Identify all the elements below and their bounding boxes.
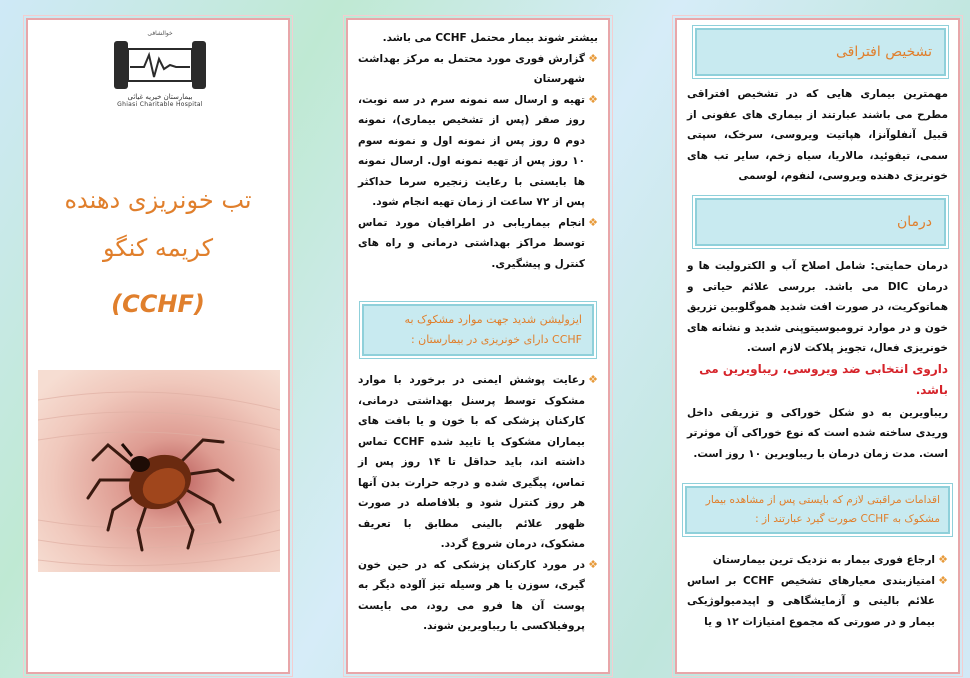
tick-photo: [38, 370, 280, 572]
cover-title-line2: کریمه کنگو: [102, 234, 214, 262]
care-measures-callout: اقدامات مراقبتی لازم که بایستی پس از مشاهده بیمار مشکوک به CCHF صورت گیرد عبارتند از :: [685, 486, 950, 534]
isolation-callout: ایزولیشن شدید جهت موارد مشکوک به CCHF دارای خونریزی در بیمارستان :: [362, 304, 594, 356]
diamond-bullet-icon: ❖: [588, 92, 598, 106]
cover-title-abbr: (CCHF): [111, 290, 205, 318]
list-item: ❖ در مورد کارکنان پزشکی که در حین خون گیری، سوزن یا هر وسیله تیز آلوده دیگر به پوست آن ها فرو می رود، می بایست پروفیلاکسی با ریباویرین شوند.: [358, 555, 598, 637]
list-item: ❖ گزارش فوری مورد محتمل به مرکز بهداشت شهرستان: [358, 49, 598, 90]
bullet-list-2: [358, 370, 598, 637]
list-item: ❖ امتیازبندی معیارهای تشخیص CCHF بر اساس علائم بالینی و آزمایشگاهی و اپیدمیولوژیکی بیمار و در صورتی که مجموع امتیازات ۱۲ و یا: [687, 571, 948, 633]
care-bullet-list: [687, 550, 948, 632]
bullet-list: [358, 49, 598, 275]
logo-name-fa: بیمارستان خیریه غیاثی: [127, 93, 193, 101]
logo-name-en: Ghiasi Charitable Hospital: [117, 101, 203, 108]
treatment-heading: درمان: [695, 198, 946, 246]
cover-title-line1: تب خونریزی دهنده: [64, 186, 252, 214]
diamond-bullet-icon: ❖: [938, 553, 948, 566]
cover-panel: [26, 18, 290, 674]
diamond-bullet-icon: ❖: [588, 51, 598, 65]
diamond-bullet-icon: ❖: [588, 557, 598, 571]
tick-photo-icon: [38, 370, 280, 572]
hospital-logo-icon: [112, 39, 208, 91]
list-item: ❖ ارجاع فوری بیمار به نزدیک ترین بیمارستان: [687, 550, 948, 571]
diamond-bullet-icon: ❖: [588, 373, 598, 386]
logo-top-text: خوالشافی: [147, 30, 173, 37]
right-panel: [675, 18, 960, 674]
hospital-logo: [105, 30, 215, 108]
intro-text: بیشتر شوند بیمار محتمل CCHF می باشد.: [382, 32, 598, 44]
diamond-bullet-icon: ❖: [938, 573, 948, 587]
list-item: ❖ تهیه و ارسال سه نمونه سرم در سه نوبت، روز صفر (پس از تشخیص بیماری)، نمونه دوم ۵ روز پس از نمونه اول و نمونه سوم ۱۰ روز پس از تهیه نمونه اول. ارسال نمونه ها بایستی با رعایت زنجیره سرما حداکثر پس از ۷۲ ساعت از زمان تهیه انجام شود.: [358, 90, 598, 213]
diamond-bullet-icon: ❖: [588, 215, 598, 229]
list-item: ❖ رعایت پوشش ایمنی در برخورد با موارد مشکوک توسط پرسنل بهداشتی درمانی، کارکنان پزشکی که با خون و یا بافت های بیماران مشکوک یا تایید شده CCHF تماس داشته اند، باید حداقل تا ۱۴ روز پس از تماس، پیگیری شده و درجه حرارت بدن آنها هر روز کنترل شود و بلافاصله در صورت ظهور علائم بالینی مطابق با تعریف مشکوک، درمان شروع گردد.: [358, 370, 598, 555]
differential-diagnosis-heading: تشخیص افتراقی: [695, 28, 946, 76]
treatment-text: درمان حمایتی: شامل اصلاح آب و الکترولیت ها و درمان DIC می باشد. بررسی علائم حیاتی و هماتوکریت، در صورت افت شدید هموگلوبین تزریق خون و در موارد ترومبوسیتوپنی شدید و نشانه های خونریزی فعال، تجویز پلاکت لازم است.: [687, 260, 949, 354]
list-item: ❖ انجام بیماریابی در اطرافیان مورد تماس توسط مراکز بهداشتی درمانی و راه های کنترل و پیشگیری.: [358, 213, 598, 275]
antiviral-highlight: داروی انتخابی ضد ویروسی، ریباویرین می باشد.: [699, 361, 948, 397]
differential-diagnosis-text: مهمترین بیماری هایی که در تشخیص افتراقی مطرح می باشند عبارتند از بیماری های عفونی از قبیل آنفلوآنزا، هپاتیت ویروسی، سرخک، سپتی سمی، تیفوئید، مالاریا، سیاه زخم، سایر تب های خونریزی دهنده ویروسی، لنفوم، لوسمی: [687, 88, 948, 182]
ribavirin-text: ریباویرین به دو شکل خوراکی و تزریقی داخل وریدی ساخته شده است که نوع خوراکی آن موثرتر است. مدت زمان درمان با ریباویرین ۱۰ روز است.: [687, 406, 948, 460]
middle-panel: [346, 18, 610, 674]
